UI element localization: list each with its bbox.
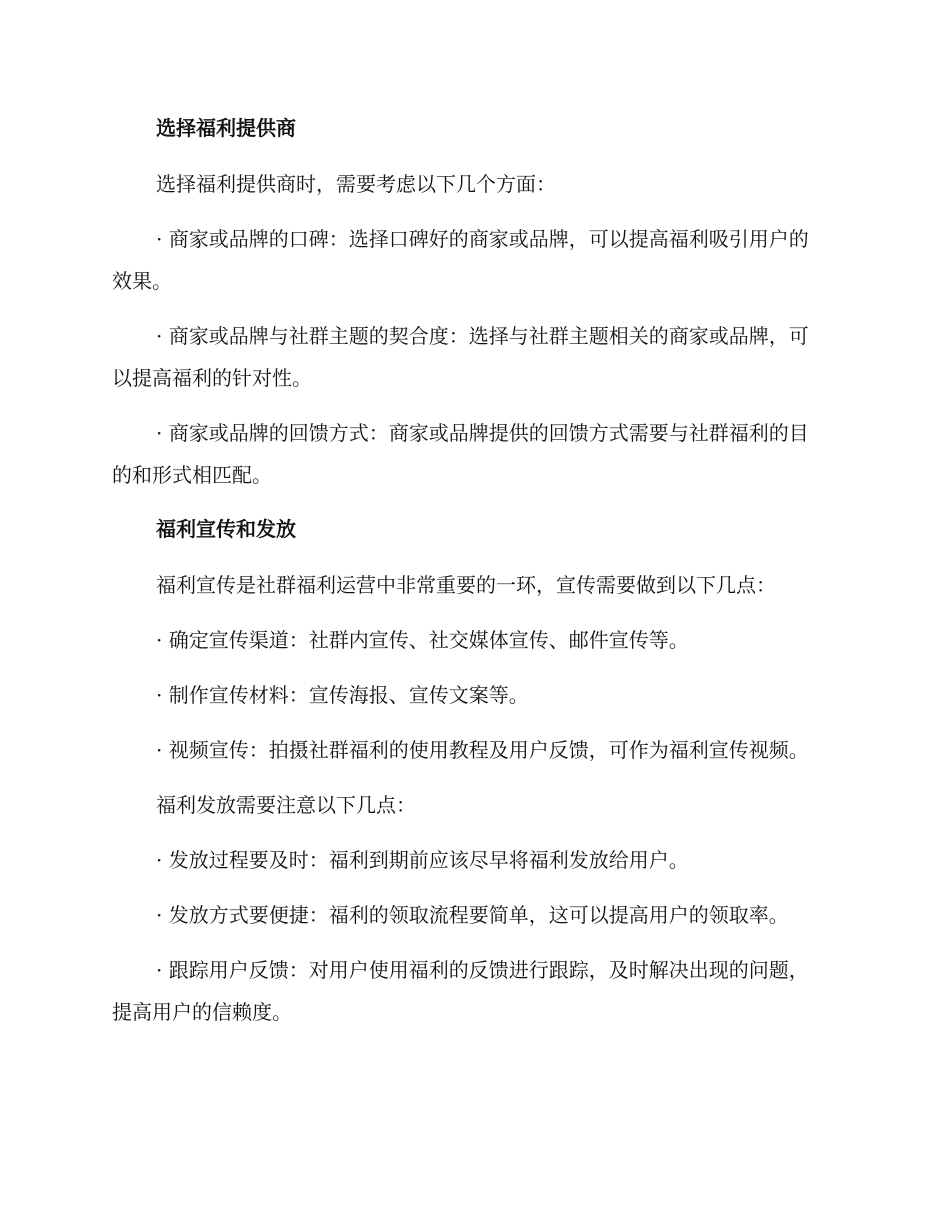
bullet-item: · 跟踪用户反馈：对用户使用福利的反馈进行跟踪，及时解决出现的问题，提高用户的信赖度。 <box>112 958 809 1024</box>
bullet-item: · 确定宣传渠道：社群内宣传、社交媒体宣传、邮件宣传等。 <box>156 628 689 652</box>
bullet-item: · 商家或品牌与社群主题的契合度：选择与社群主题相关的商家或品牌，可以提高福利的针对性。 <box>112 324 809 390</box>
bullet-item: · 发放方式要便捷：福利的领取流程要简单，这可以提高用户的领取率。 <box>156 903 789 927</box>
paragraph: 选择福利提供商时，需要考虑以下几个方面： <box>156 172 556 196</box>
bullet-item: · 商家或品牌的回馈方式：商家或品牌提供的回馈方式需要与社群福利的目的和形式相匹配。 <box>112 421 809 487</box>
bullet-item: · 视频宣传：拍摄社群福利的使用教程及用户反馈，可作为福利宣传视频。 <box>156 738 809 762</box>
bullet-item: · 制作宣传材料：宣传海报、宣传文案等。 <box>156 683 529 707</box>
section-heading: 选择福利提供商 <box>156 116 296 140</box>
bullet-item: · 商家或品牌的口碑：选择口碑好的商家或品牌，可以提高福利吸引用户的效果。 <box>112 227 809 293</box>
paragraph: 福利宣传是社群福利运营中非常重要的一环，宣传需要做到以下几点： <box>156 573 776 597</box>
paragraph: 福利发放需要注意以下几点： <box>156 793 416 817</box>
section-heading: 福利宣传和发放 <box>156 517 296 541</box>
bullet-item: · 发放过程要及时：福利到期前应该尽早将福利发放给用户。 <box>156 848 689 872</box>
